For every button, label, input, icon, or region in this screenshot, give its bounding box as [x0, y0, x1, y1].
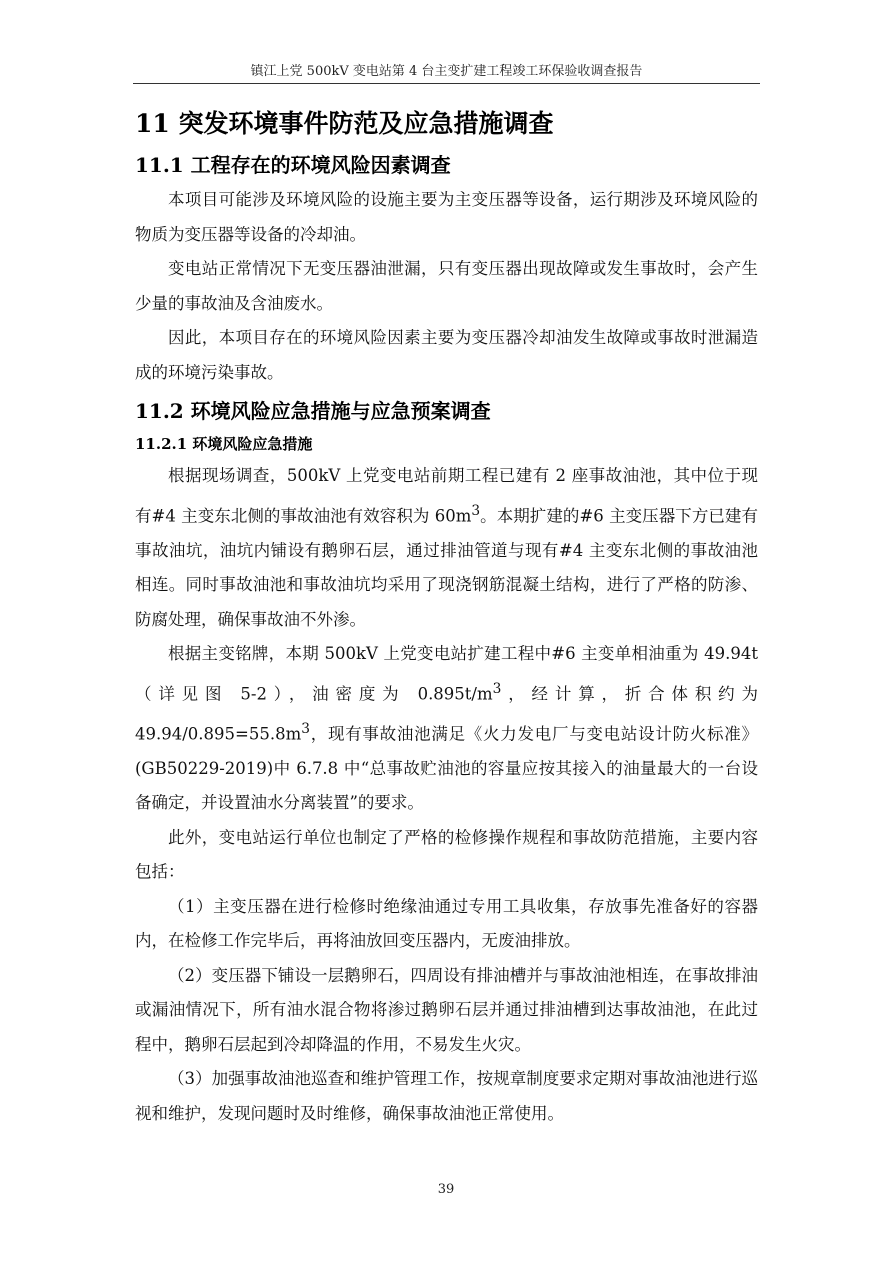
superscript: 3 [471, 502, 481, 519]
superscript: 3 [301, 720, 310, 737]
header-rule [133, 83, 760, 84]
list-item: （2）变压器下铺设一层鹅卵石，四周设有排油槽并与事故油池相连，在事故排油或漏油情况下，所有油水混合物将渗过鹅卵石层并通过排油槽到达事故油池，在此过程中，鹅卵石层起到冷却降温的作用，不易发生火灾。 [135, 965, 758, 1054]
section-title-11-2: 11.2 环境风险应急措施与应急预案调查 [135, 399, 491, 423]
text-run: ，经计算，折合体积约为 49.94/0.895=55.8m [135, 684, 758, 743]
chapter-title: 11 突发环境事件防范及应急措施调查 [135, 109, 554, 138]
list-item: （1）主变压器在进行检修时绝缘油通过专用工具收集，存放事先准备好的容器内，在检修工作完毕后，再将油放回变压器内，无废油排放。 [135, 896, 758, 950]
paragraph-oil-volume [135, 637, 758, 821]
text-run: 根据现场调查，500kV 上党变电站前期工程已建有 2 座事故油池，其中位于现有#4 主变东北侧的事故油池有效容积为 60m [135, 466, 758, 525]
page-content [135, 104, 758, 1131]
page-number: 39 [437, 1182, 455, 1197]
text-run: ，现有事故油池满足《火力发电厂与变电站设计防火标准》(GB50229-2019)中 6.7.8 中“总事故贮油池的容量应按其接入的油量最大的一台设备确定，并设置油水分离装置”的要求。 [135, 724, 758, 812]
paragraph-measures-intro: 此外，变电站运行单位也制定了严格的检修操作规程和事故防范措施，主要内容包括： [135, 827, 758, 881]
running-header: 镇江上党 500kV 变电站第 4 台主变扩建工程竣工环保验收调查报告 [250, 64, 643, 79]
paragraph-oil-pit [135, 459, 758, 637]
paragraph: 变电站正常情况下无变压器油泄漏，只有变压器出现故障或发生事故时，会产生少量的事故油及含油废水。 [135, 259, 758, 313]
list-item: （3）加强事故油池巡查和维护管理工作，按规章制度要求定期对事故油池进行巡视和维护，发现问题时及时维修，确保事故油池正常使用。 [135, 1069, 758, 1123]
subsection-title-11-2-1: 11.2.1 环境风险应急措施 [135, 435, 313, 453]
text-run: 。本期扩建的#6 主变压器下方已建有事故油坑，油坑内铺设有鹅卵石层，通过排油管道与现有#4 主变东北侧的事故油池相连。同时事故油池和事故油坑均采用了现浇钢筋混凝土结构，进行了严格的防渗、防腐处理，确保事故油不外渗。 [135, 506, 758, 629]
paragraph: 因此，本项目存在的环境风险因素主要为变压器冷却油发生故障或事故时泄漏造成的环境污染事故。 [135, 328, 758, 382]
section-title-11-1: 11.1 工程存在的环境风险因素调查 [135, 153, 451, 177]
superscript: 3 [492, 680, 502, 697]
text-run: 根据主变铭牌，本期 500kV 上党变电站扩建工程中#6 主变单相油重为 49.94t（详见图 5-2），油密度为 0.895t/m [135, 644, 758, 703]
paragraph: 本项目可能涉及环境风险的设施主要为主变压器等设备，运行期涉及环境风险的物质为变压器等设备的冷却油。 [135, 190, 758, 244]
